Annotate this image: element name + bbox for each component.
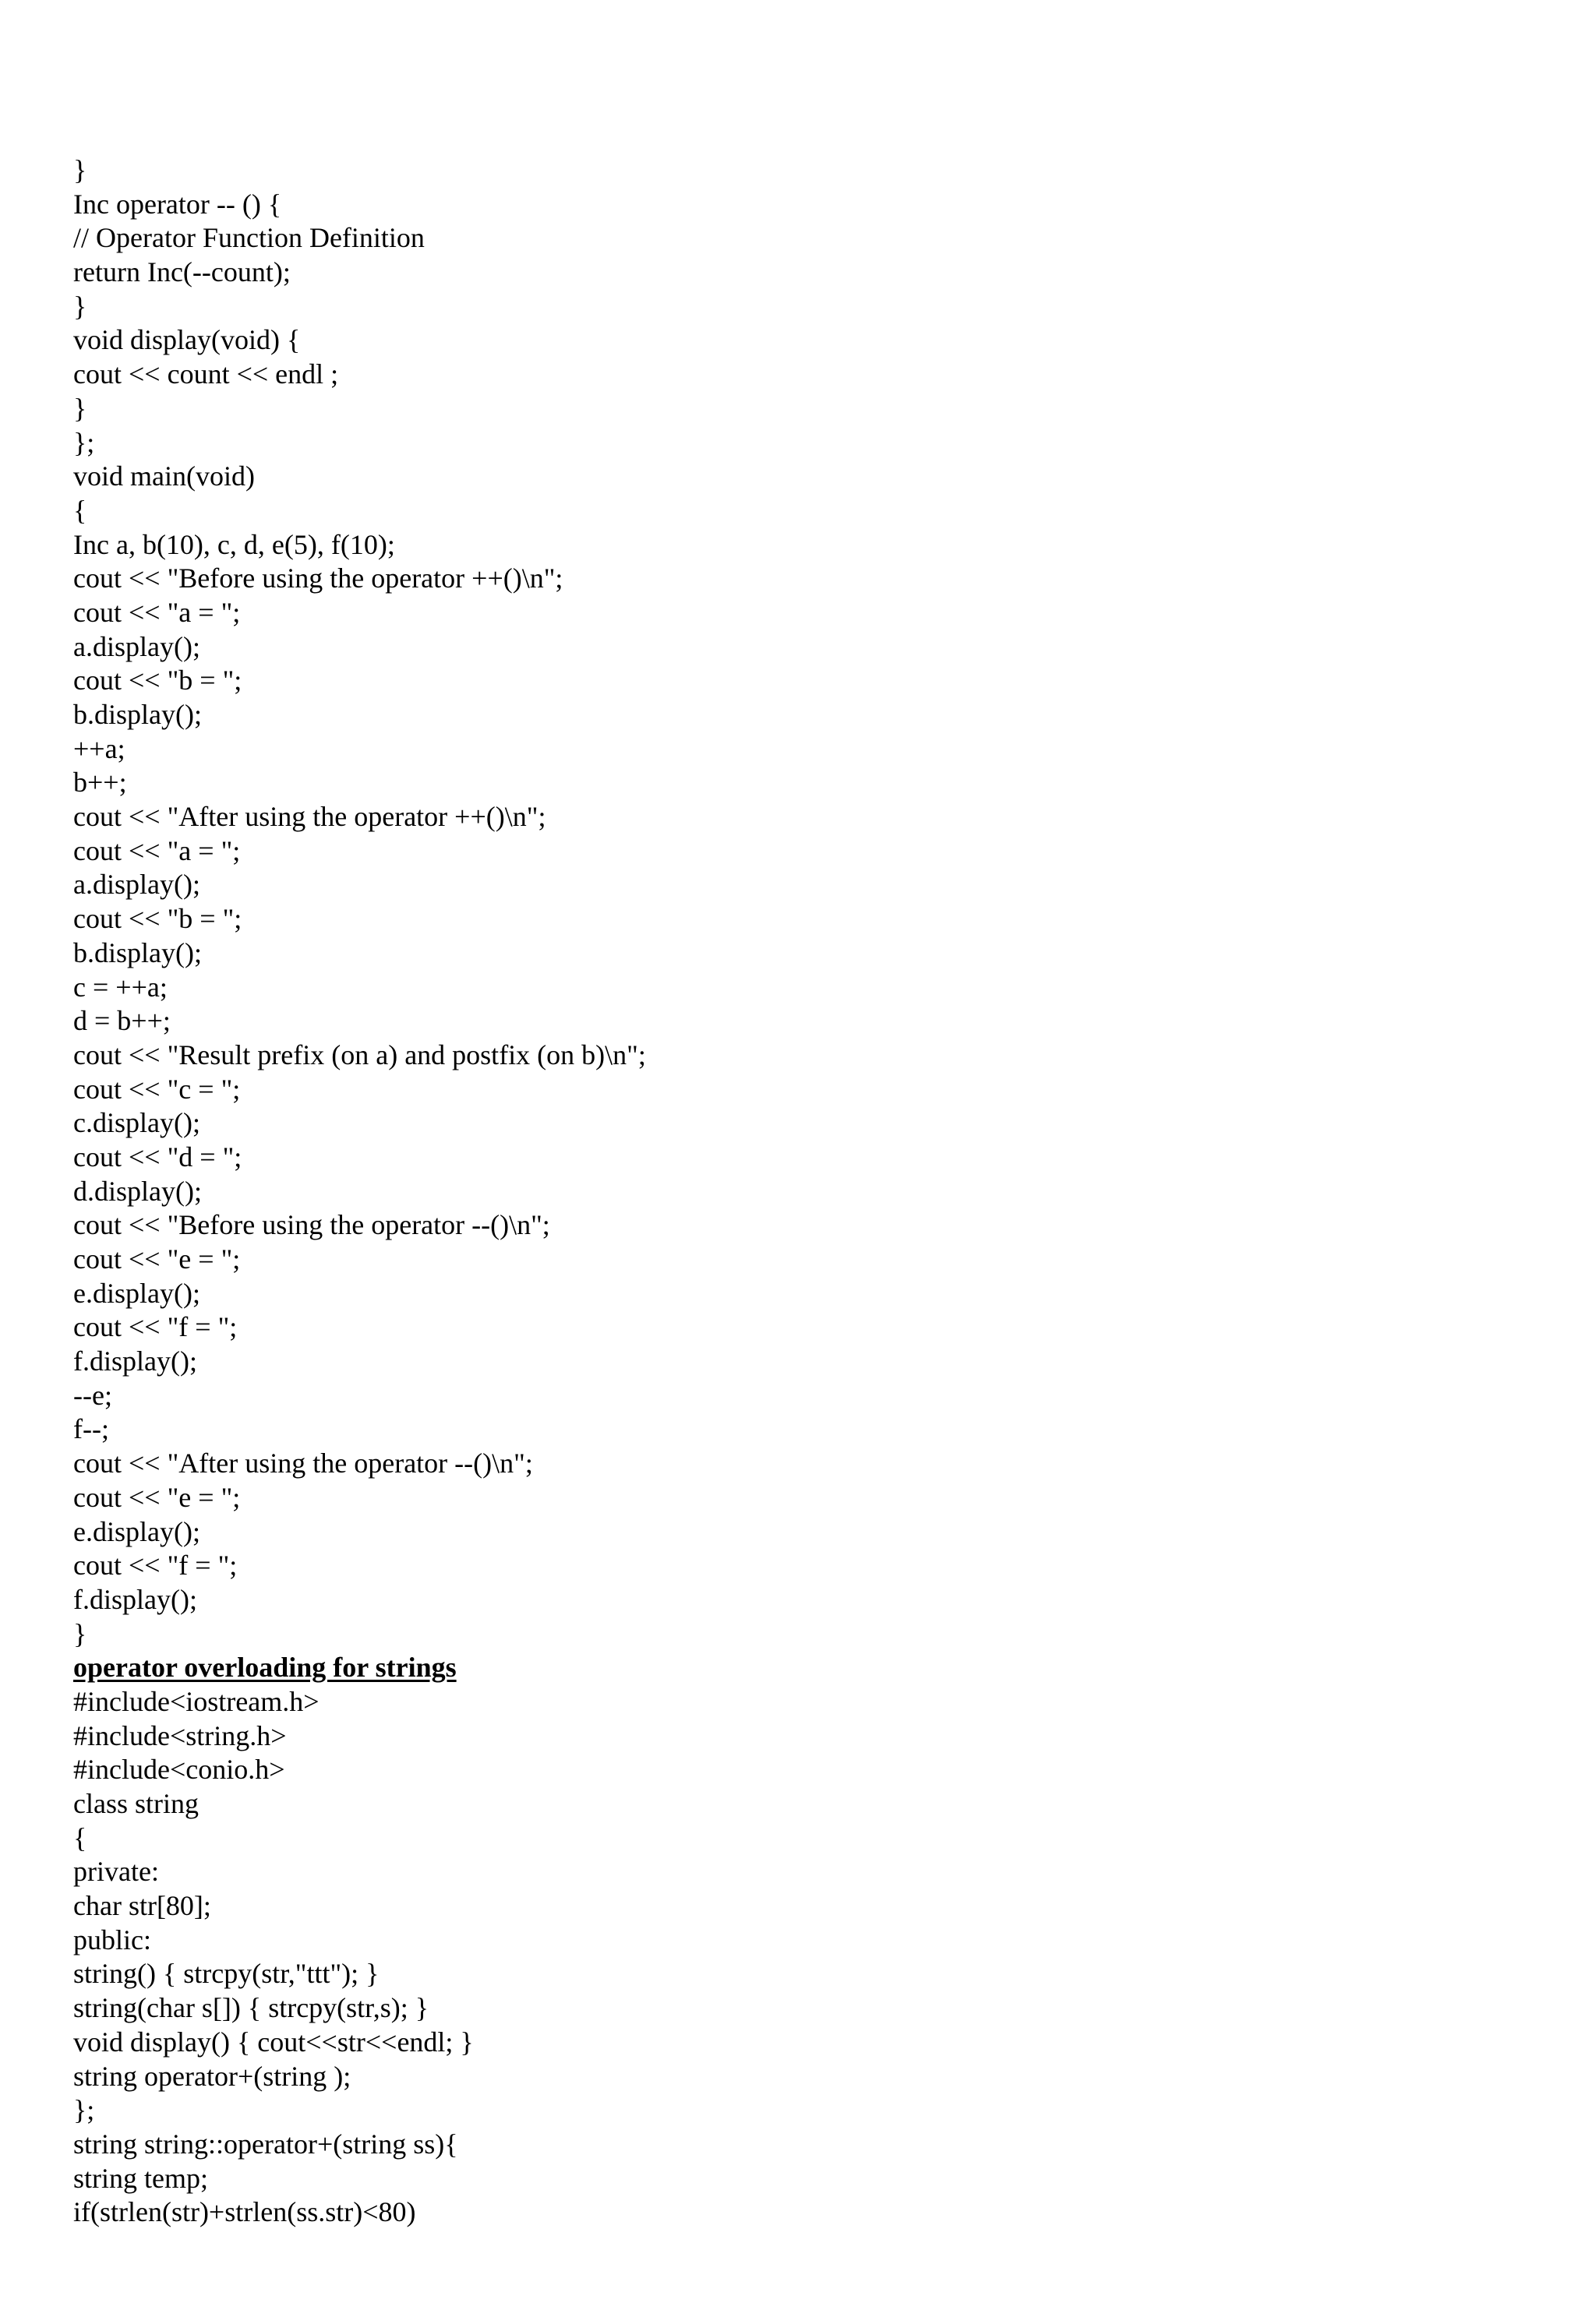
code-line: string() { strcpy(str,"ttt"); } (73, 1958, 380, 1990)
code-line: e.display(); (73, 1277, 200, 1309)
code-line: cout << count << endl ; (73, 358, 339, 390)
code-line: cout << "f = "; (73, 1311, 238, 1343)
code-line: string(char s[]) { strcpy(str,s); } (73, 1992, 429, 2024)
code-line: { (73, 494, 87, 526)
code-line: cout << "Result prefix (on a) and postfix (on b)\n"; (73, 1039, 646, 1070)
code-line: cout << "b = "; (73, 665, 242, 696)
code-line: }; (73, 426, 95, 458)
section-heading: operator overloading for strings (73, 1652, 457, 1684)
code-line: private: (73, 1856, 159, 1888)
code-line: #include<string.h> (73, 1719, 287, 1751)
code-line: c = ++a; (73, 971, 168, 1003)
code-line: }; (73, 2094, 95, 2126)
code-line: string temp; (73, 2162, 208, 2194)
code-line: Inc operator -- () { (73, 188, 282, 220)
code-line: --e; (73, 1379, 112, 1411)
code-line: e.display(); (73, 1515, 200, 1547)
code-line: cout << "e = "; (73, 1243, 241, 1275)
code-line: b++; (73, 767, 127, 799)
code-line: f--; (73, 1413, 109, 1445)
code-line: class string (73, 1788, 199, 1819)
code-line: a.display(); (73, 630, 200, 662)
code-line: return Inc(--count); (73, 256, 291, 288)
code-line: cout << "f = "; (73, 1550, 238, 1582)
code-line: { (73, 1821, 87, 1853)
code-line: d = b++; (73, 1005, 171, 1037)
code-line: #include<conio.h> (73, 1754, 285, 1786)
code-line: cout << "b = "; (73, 903, 242, 935)
code-line: cout << "a = "; (73, 596, 241, 628)
code-line: void display() { cout<<str<<endl; } (73, 2026, 474, 2058)
code-line: string operator+(string ); (73, 2060, 351, 2092)
code-line: Inc a, b(10), c, d, e(5), f(10); (73, 528, 395, 560)
code-line: cout << "After using the operator ++()\n"; (73, 801, 546, 833)
code-line: } (73, 1617, 87, 1649)
code-line: cout << "Before using the operator ++()\n"; (73, 562, 563, 594)
code-line: cout << "Before using the operator --()\n"; (73, 1209, 550, 1241)
code-listing (73, 153, 1554, 2230)
code-line: ++a; (73, 732, 125, 764)
code-line: b.display(); (73, 936, 202, 968)
code-line: void main(void) (73, 460, 255, 492)
code-line: char str[80]; (73, 1890, 211, 1922)
code-line: f.display(); (73, 1583, 197, 1615)
code-line: public: (73, 1924, 151, 1955)
code-line: cout << "After using the operator --()\n"; (73, 1448, 533, 1479)
code-line: f.display(); (73, 1345, 197, 1377)
code-line: } (73, 392, 87, 424)
code-line: // Operator Function Definition (73, 222, 425, 254)
code-line: } (73, 154, 87, 185)
code-line: b.display(); (73, 699, 202, 730)
code-line: cout << "c = "; (73, 1073, 241, 1105)
code-line: } (73, 290, 87, 322)
code-line: d.display(); (73, 1175, 202, 1207)
code-line: cout << "a = "; (73, 834, 241, 866)
code-line: c.display(); (73, 1107, 200, 1139)
code-line: string string::operator+(string ss){ (73, 2128, 458, 2160)
code-line: void display(void) { (73, 324, 301, 356)
code-line: cout << "e = "; (73, 1481, 241, 1513)
code-line: cout << "d = "; (73, 1141, 242, 1173)
code-line: a.display(); (73, 869, 200, 901)
code-line: #include<iostream.h> (73, 1685, 320, 1717)
code-line: if(strlen(str)+strlen(ss.str)<80) (73, 2196, 416, 2228)
